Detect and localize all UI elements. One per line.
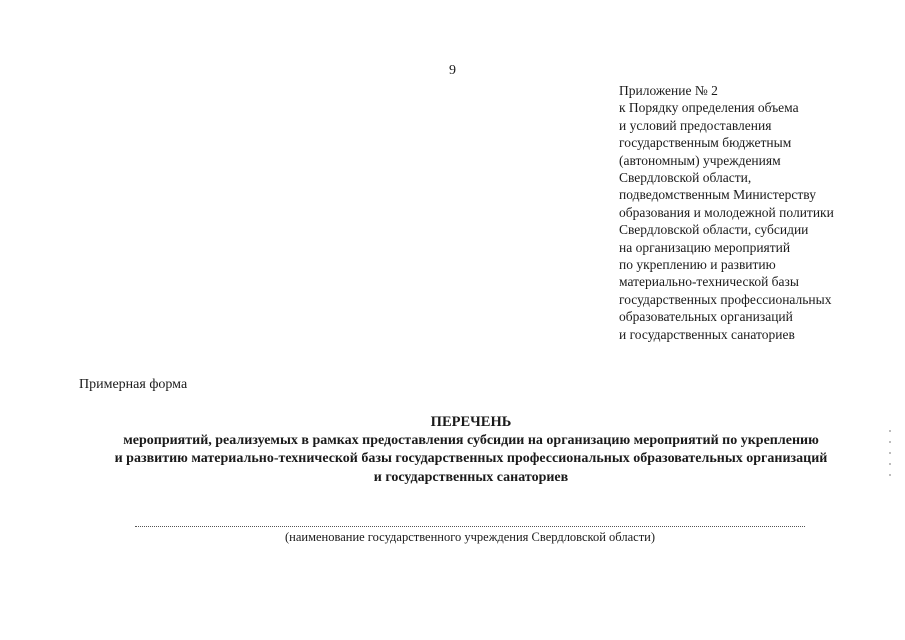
institution-caption: (наименование государственного учреждения Свердловской области)	[284, 530, 656, 544]
title-line: и развитию материально-технической базы государственных профессиональных образовательных организаций	[114, 451, 828, 466]
appendix-line: Свердловской области, субсидии	[619, 222, 809, 238]
appendix-line: и государственных санаториев	[619, 326, 795, 342]
form-type-label: Примерная форма	[79, 377, 188, 392]
scan-artifact-marks	[889, 430, 892, 480]
appendix-line: и условий предоставления	[619, 117, 772, 133]
title-line: мероприятий, реализуемых в рамках предоставления субсидии на организацию мероприятий по укреплению	[123, 432, 819, 448]
appendix-line: Приложение № 2	[619, 83, 718, 98]
appendix-line: образования и молодежной политики	[619, 204, 834, 220]
appendix-line: материально-технической базы	[619, 274, 799, 290]
appendix-line: по укреплению и развитию	[619, 257, 776, 273]
appendix-line: к Порядку определения объема	[619, 100, 799, 116]
appendix-line: образовательных организаций	[619, 309, 793, 325]
appendix-header	[619, 82, 889, 343]
appendix-line: государственным бюджетным	[619, 135, 792, 151]
document-title	[0, 413, 905, 487]
appendix-line: подведомственным Министерству	[619, 187, 816, 203]
institution-fill-line	[135, 526, 805, 527]
appendix-line: Свердловской области,	[619, 170, 752, 186]
title-line: и государственных санаториев	[373, 469, 569, 485]
appendix-line: государственных профессиональных	[619, 291, 832, 307]
appendix-line: на организацию мероприятий	[619, 239, 791, 255]
appendix-line: (автономным) учреждениям	[619, 152, 781, 168]
page-number: 9	[449, 63, 456, 78]
title-heading: ПЕРЕЧЕНЬ	[430, 414, 512, 430]
